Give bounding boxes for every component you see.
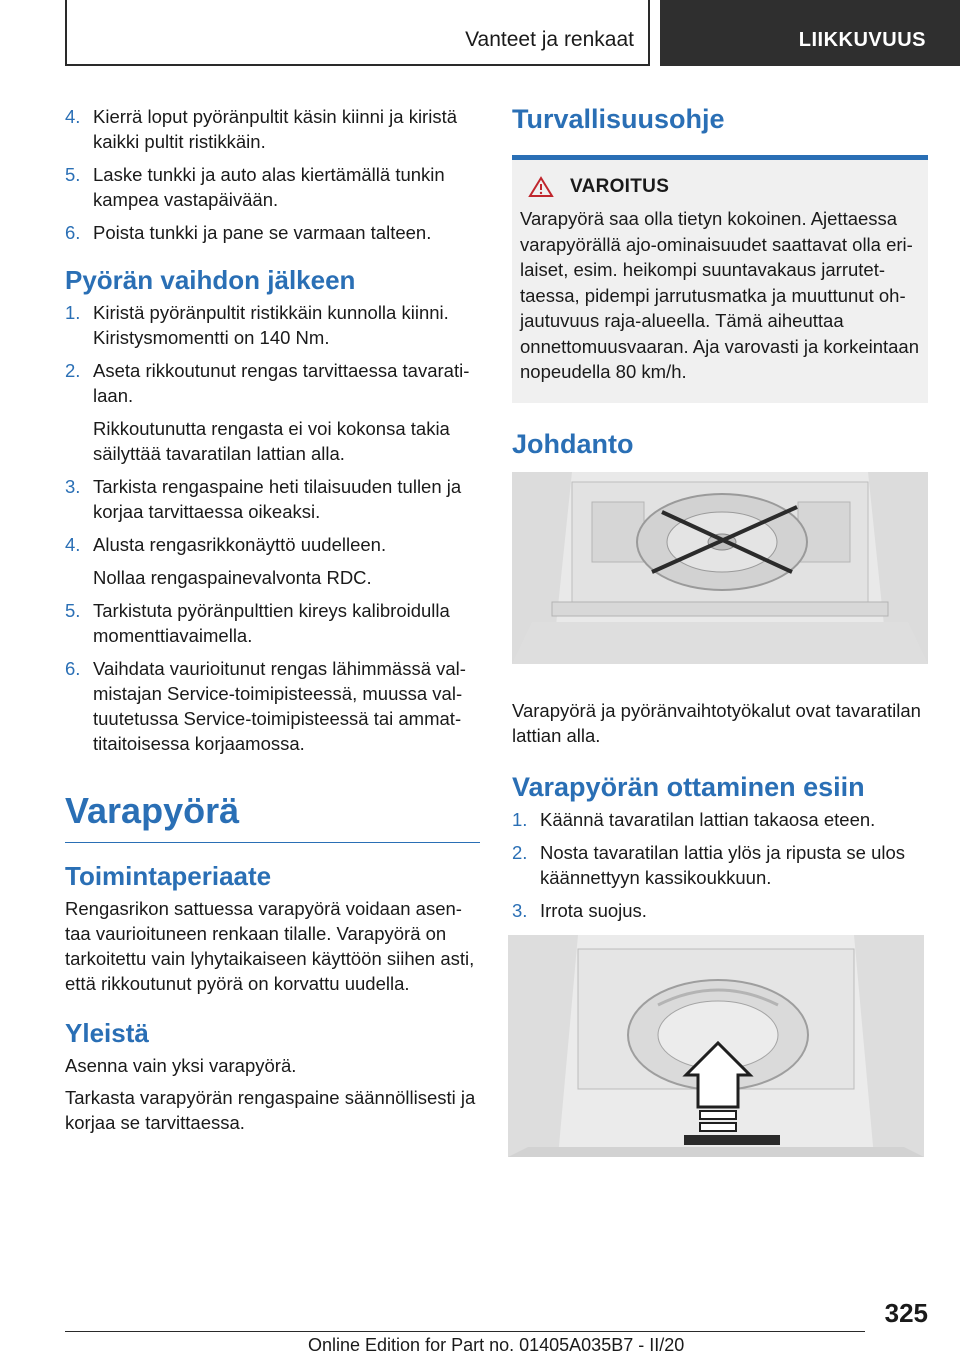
- principle-text: Rengasrikon sattuessa varapyörä voidaan asentaa vaurioituneen renkaan tilalle. Varapyörä on tarkoitettu vain lyhytaikaiseen käyttöön siihen asti, että rikkoutunut pyörä on korvattu uudella.: [65, 898, 475, 994]
- intro-heading: Johdanto: [512, 428, 634, 459]
- right-column: [512, 104, 928, 1157]
- after-change-heading: Pyörän vaihdon jälkeen: [65, 265, 356, 295]
- list-item: 6. Vaihdata vaurioitunut rengas lähimmässä valmistajan Service-toimipisteessä, muussa valtuutetussa Service-toimipisteessä tai ammattitaitoisessa korjaamossa.: [65, 658, 466, 754]
- section-tab: [65, 0, 650, 66]
- trunk-floor-cover-image: [508, 935, 924, 1157]
- general-text-1: Asenna vain yksi varapyörä.: [65, 1055, 297, 1076]
- steps-top: [65, 104, 480, 245]
- spare-wheel-trunk-image: [512, 472, 928, 664]
- removal-heading: Varapyörän ottaminen esiin: [512, 771, 865, 802]
- chapter-heading: Varapyörä: [65, 790, 480, 843]
- cover-removal-illustration: [508, 935, 924, 1157]
- spare-wheel-illustration: [512, 472, 928, 664]
- list-item: 4. Kierrä loput pyöränpultit käsin kiinni ja kiristä kaikki pultit ristikkäin.: [65, 106, 458, 152]
- intro-text: Varapyörä ja pyöränvaihtotyökalut ovat tavaratilan lattian alla.: [512, 699, 921, 746]
- list-item: 1. Käännä tavaratilan lattian takaosa eteen.: [512, 808, 876, 830]
- warning-box: [512, 155, 928, 403]
- after-change-steps: [65, 300, 480, 756]
- chapter-label: LIIKKUVUUS: [798, 29, 926, 51]
- list-item: 1. Kiristä pyöränpultit ristikkäin kunnolla kiinni. Kiristysmomentti on 140 Nm.: [65, 302, 449, 348]
- edition-note: Online Edition for Part no. 01405A035B7 - II/20: [308, 1335, 685, 1355]
- footer-divider: [65, 1331, 865, 1332]
- warning-title: VAROITUS: [570, 176, 670, 197]
- general-text-2: Tarkasta varapyörän rengaspaine säännöllisesti ja korjaa se tarvittaessa.: [65, 1087, 476, 1133]
- left-column: [65, 104, 480, 1135]
- chapter-tab: [660, 0, 960, 66]
- section-title: Vanteet ja renkaat: [465, 28, 634, 51]
- list-item: 5. Laske tunkki ja auto alas kiertämällä tunkin kampea vastapäivään.: [65, 164, 445, 210]
- list-item: 4. Alusta rengasrikkonäyttö uudelleen. Nollaa rengaspainevalvonta RDC.: [65, 534, 387, 588]
- list-item: 3. Tarkista rengaspaine heti tilaisuuden tullen ja korjaa tarvittaessa oikeaksi.: [65, 476, 462, 522]
- list-item: 2. Nosta tavaratilan lattia ylös ja ripusta se ulos käännettyyn kassikoukkuun.: [512, 841, 906, 888]
- page-header: [0, 0, 960, 66]
- list-item: 5. Tarkistuta pyöränpulttien kireys kalibroidulla momenttiavaimella.: [65, 600, 450, 646]
- principle-heading: Toimintaperiaate: [65, 861, 272, 891]
- page-number: 325: [884, 1298, 928, 1328]
- list-item: 2. Aseta rikkoutunut rengas tarvittaessa tavaratilaan. Rikkoutunutta rengasta ei voi kokonsa takia säilyttää tavaratilan lattian alla.: [65, 360, 470, 464]
- general-heading: Yleistä: [65, 1018, 149, 1048]
- safety-heading: Turvallisuusohje: [512, 104, 725, 134]
- list-item: 3. Irrota suojus.: [512, 899, 647, 921]
- list-item: 6. Poista tunkki ja pane se varmaan talteen.: [65, 222, 432, 243]
- warning-header: [528, 176, 920, 198]
- warning-triangle-icon: [528, 176, 554, 198]
- removal-steps: [512, 807, 928, 923]
- warning-text: Varapyörä saa olla tietyn kokoinen. Ajettaessa varapyörällä ajo-ominaisuudet saattavat olla erilaiset, esim. heikompi suuntavakaus jarrutettaessa, pidempi jarrutusmatka ja muuttunut ohjautuvuus raja-alueella. Tämä aiheuttaa onnettomuusvaaran. Aja varovasti ja korkeintaan nopeudella 80 km/h.: [520, 208, 920, 382]
